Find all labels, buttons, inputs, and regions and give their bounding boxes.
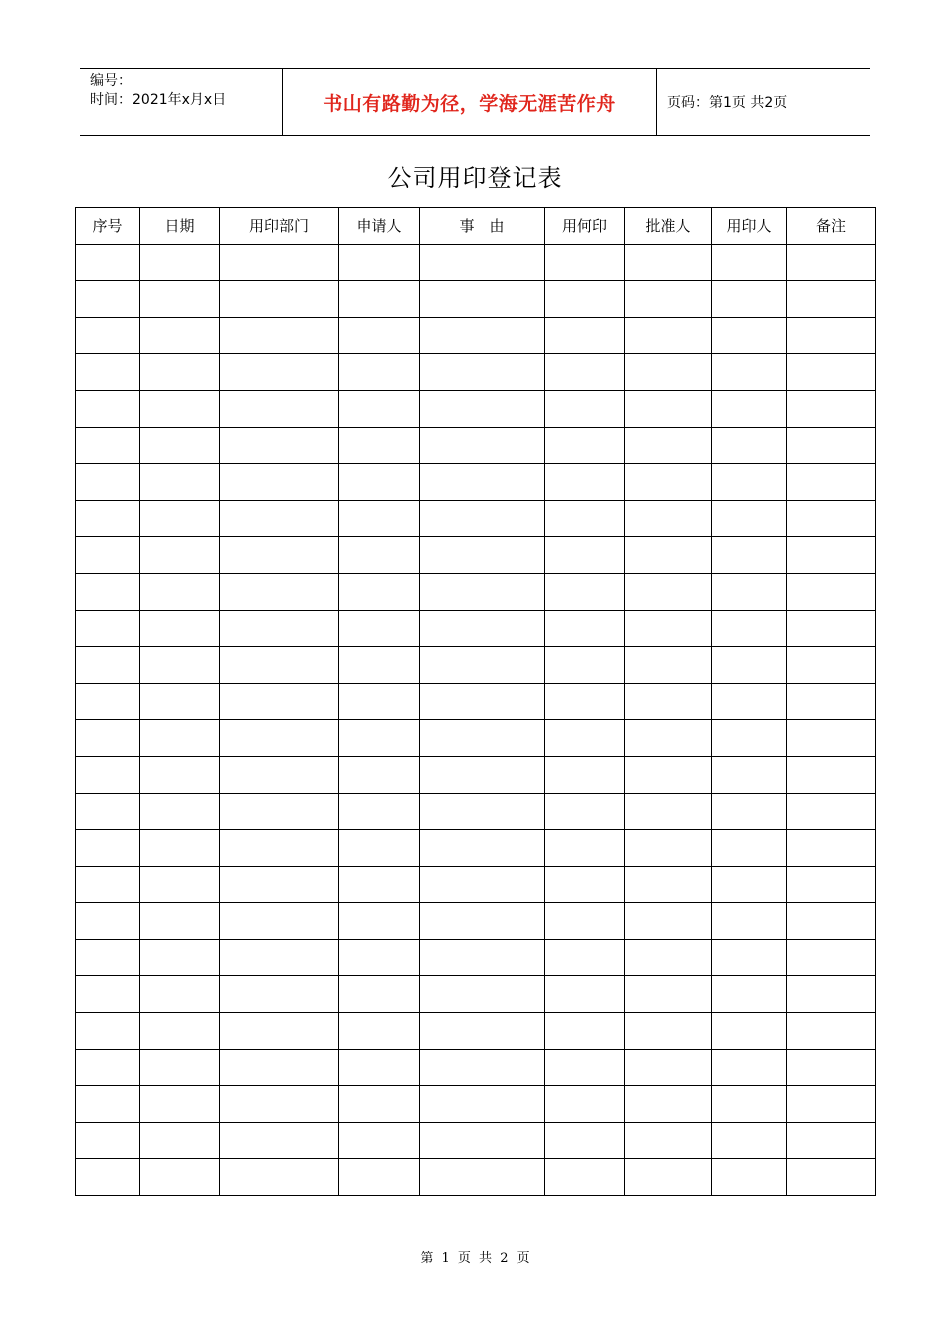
table-cell[interactable] bbox=[339, 537, 420, 574]
table-cell[interactable] bbox=[140, 537, 220, 574]
table-cell[interactable] bbox=[625, 464, 712, 501]
table-row bbox=[76, 500, 876, 537]
number-label: 编号： bbox=[90, 73, 132, 89]
table-cell[interactable] bbox=[625, 317, 712, 354]
table-cell[interactable] bbox=[712, 756, 787, 793]
table-cell[interactable] bbox=[545, 793, 625, 830]
table-cell[interactable] bbox=[76, 1086, 140, 1123]
page-header bbox=[80, 68, 870, 136]
table-cell[interactable] bbox=[76, 939, 140, 976]
table-cell[interactable] bbox=[787, 354, 876, 391]
table-cell[interactable] bbox=[220, 537, 339, 574]
table-cell[interactable] bbox=[787, 683, 876, 720]
table-cell[interactable] bbox=[787, 464, 876, 501]
table-cell[interactable] bbox=[712, 939, 787, 976]
table-cell[interactable] bbox=[420, 427, 545, 464]
table-cell[interactable] bbox=[625, 1013, 712, 1050]
table-cell[interactable] bbox=[712, 866, 787, 903]
table-cell[interactable] bbox=[787, 1086, 876, 1123]
table-cell[interactable] bbox=[420, 903, 545, 940]
table-cell[interactable] bbox=[76, 683, 140, 720]
table-row bbox=[76, 1049, 876, 1086]
table-cell[interactable] bbox=[220, 903, 339, 940]
table-cell[interactable] bbox=[787, 610, 876, 647]
table-cell[interactable] bbox=[339, 866, 420, 903]
table-cell[interactable] bbox=[625, 756, 712, 793]
table-cell[interactable] bbox=[712, 903, 787, 940]
table-cell[interactable] bbox=[339, 903, 420, 940]
table-cell[interactable] bbox=[220, 1049, 339, 1086]
table-row bbox=[76, 720, 876, 757]
table-cell[interactable] bbox=[787, 720, 876, 757]
table-row bbox=[76, 281, 876, 318]
col-header-sealer: 用印人 bbox=[712, 208, 787, 245]
table-cell[interactable] bbox=[339, 317, 420, 354]
table-cell[interactable] bbox=[140, 1086, 220, 1123]
table-cell[interactable] bbox=[545, 647, 625, 684]
table-cell[interactable] bbox=[545, 427, 625, 464]
table-cell[interactable] bbox=[420, 1013, 545, 1050]
table-cell[interactable] bbox=[140, 390, 220, 427]
table-cell[interactable] bbox=[220, 1086, 339, 1123]
table-cell[interactable] bbox=[545, 1159, 625, 1196]
table-cell[interactable] bbox=[76, 1122, 140, 1159]
table-cell[interactable] bbox=[712, 683, 787, 720]
table-cell[interactable] bbox=[140, 500, 220, 537]
table-cell[interactable] bbox=[420, 976, 545, 1013]
table-cell[interactable] bbox=[625, 1049, 712, 1086]
table-cell[interactable] bbox=[220, 610, 339, 647]
table-cell[interactable] bbox=[220, 793, 339, 830]
table-cell[interactable] bbox=[545, 903, 625, 940]
table-row bbox=[76, 427, 876, 464]
table-cell[interactable] bbox=[220, 573, 339, 610]
table-cell[interactable] bbox=[625, 537, 712, 574]
table-cell[interactable] bbox=[140, 830, 220, 867]
table-cell[interactable] bbox=[625, 647, 712, 684]
table-cell[interactable] bbox=[220, 756, 339, 793]
table-cell[interactable] bbox=[76, 573, 140, 610]
col-header-department: 用印部门 bbox=[220, 208, 339, 245]
table-cell[interactable] bbox=[339, 793, 420, 830]
table-cell[interactable] bbox=[140, 317, 220, 354]
table-row bbox=[76, 610, 876, 647]
table-cell[interactable] bbox=[420, 939, 545, 976]
table-cell[interactable] bbox=[220, 683, 339, 720]
table-cell[interactable] bbox=[625, 1122, 712, 1159]
table-cell[interactable] bbox=[625, 903, 712, 940]
table-cell[interactable] bbox=[787, 573, 876, 610]
table-cell[interactable] bbox=[339, 683, 420, 720]
table-cell[interactable] bbox=[76, 756, 140, 793]
table-cell[interactable] bbox=[420, 683, 545, 720]
table-cell[interactable] bbox=[712, 573, 787, 610]
table-cell[interactable] bbox=[140, 427, 220, 464]
table-cell[interactable] bbox=[140, 720, 220, 757]
table-row bbox=[76, 464, 876, 501]
table-cell[interactable] bbox=[339, 830, 420, 867]
table-cell[interactable] bbox=[787, 866, 876, 903]
table-cell[interactable] bbox=[712, 464, 787, 501]
table-cell[interactable] bbox=[625, 354, 712, 391]
table-cell[interactable] bbox=[545, 976, 625, 1013]
table-cell[interactable] bbox=[220, 1013, 339, 1050]
table-cell[interactable] bbox=[76, 464, 140, 501]
table-cell[interactable] bbox=[339, 427, 420, 464]
table-cell[interactable] bbox=[712, 793, 787, 830]
table-row bbox=[76, 573, 876, 610]
table-cell[interactable] bbox=[625, 1086, 712, 1123]
table-row bbox=[76, 537, 876, 574]
table-row bbox=[76, 647, 876, 684]
table-cell[interactable] bbox=[545, 281, 625, 318]
table-cell[interactable] bbox=[420, 390, 545, 427]
table-cell[interactable] bbox=[787, 427, 876, 464]
table-cell[interactable] bbox=[712, 610, 787, 647]
header-page-info: 页码：第1页 共2页 bbox=[667, 95, 788, 111]
table-cell[interactable] bbox=[625, 244, 712, 281]
table-cell[interactable] bbox=[787, 830, 876, 867]
table-header-row bbox=[76, 208, 876, 245]
table-cell[interactable] bbox=[625, 573, 712, 610]
header-meta bbox=[80, 69, 282, 135]
table-cell[interactable] bbox=[625, 793, 712, 830]
table-cell[interactable] bbox=[545, 244, 625, 281]
table-cell[interactable] bbox=[712, 354, 787, 391]
table-cell[interactable] bbox=[787, 756, 876, 793]
table-cell[interactable] bbox=[625, 866, 712, 903]
table-cell[interactable] bbox=[787, 537, 876, 574]
col-header-remarks: 备注 bbox=[787, 208, 876, 245]
table-cell[interactable] bbox=[545, 720, 625, 757]
table-cell[interactable] bbox=[625, 390, 712, 427]
table-cell[interactable] bbox=[76, 610, 140, 647]
table-cell[interactable] bbox=[220, 866, 339, 903]
table-cell[interactable] bbox=[787, 1122, 876, 1159]
table-row bbox=[76, 756, 876, 793]
table-cell[interactable] bbox=[712, 1049, 787, 1086]
table-cell[interactable] bbox=[787, 281, 876, 318]
table-cell[interactable] bbox=[76, 1049, 140, 1086]
table-row bbox=[76, 903, 876, 940]
table-cell[interactable] bbox=[787, 793, 876, 830]
table-cell[interactable] bbox=[220, 1122, 339, 1159]
table-cell[interactable] bbox=[76, 866, 140, 903]
table-cell[interactable] bbox=[712, 976, 787, 1013]
table-cell[interactable] bbox=[420, 1049, 545, 1086]
table-cell[interactable] bbox=[220, 354, 339, 391]
table-cell[interactable] bbox=[76, 976, 140, 1013]
table-row bbox=[76, 390, 876, 427]
table-cell[interactable] bbox=[220, 976, 339, 1013]
table-cell[interactable] bbox=[625, 720, 712, 757]
table-cell[interactable] bbox=[76, 903, 140, 940]
table-cell[interactable] bbox=[787, 1013, 876, 1050]
table-cell[interactable] bbox=[76, 830, 140, 867]
table-row bbox=[76, 1122, 876, 1159]
table-cell[interactable] bbox=[339, 244, 420, 281]
table-cell[interactable] bbox=[140, 354, 220, 391]
table-cell[interactable] bbox=[339, 976, 420, 1013]
table-cell[interactable] bbox=[545, 573, 625, 610]
table-row bbox=[76, 866, 876, 903]
table-cell[interactable] bbox=[339, 1086, 420, 1123]
table-cell[interactable] bbox=[76, 317, 140, 354]
table-cell[interactable] bbox=[420, 317, 545, 354]
table-cell[interactable] bbox=[712, 1122, 787, 1159]
page-footer: 第 1 页 共 2 页 bbox=[420, 1251, 530, 1266]
table-cell[interactable] bbox=[140, 903, 220, 940]
table-cell[interactable] bbox=[420, 537, 545, 574]
table-cell[interactable] bbox=[140, 683, 220, 720]
table-cell[interactable] bbox=[76, 427, 140, 464]
table-cell[interactable] bbox=[220, 464, 339, 501]
col-header-seal-type: 用何印 bbox=[545, 208, 625, 245]
table-cell[interactable] bbox=[545, 830, 625, 867]
table-cell[interactable] bbox=[420, 354, 545, 391]
table-cell[interactable] bbox=[339, 1159, 420, 1196]
table-cell[interactable] bbox=[140, 866, 220, 903]
table-cell[interactable] bbox=[220, 244, 339, 281]
seal-register-table bbox=[75, 207, 876, 1196]
table-cell[interactable] bbox=[220, 830, 339, 867]
table-cell[interactable] bbox=[339, 390, 420, 427]
table-cell[interactable] bbox=[339, 464, 420, 501]
table-cell[interactable] bbox=[76, 390, 140, 427]
table-cell[interactable] bbox=[545, 317, 625, 354]
table-cell[interactable] bbox=[420, 830, 545, 867]
table-cell[interactable] bbox=[545, 1122, 625, 1159]
time-label: 时间：2021年x月x日 bbox=[90, 92, 227, 108]
table-cell[interactable] bbox=[140, 939, 220, 976]
table-cell[interactable] bbox=[140, 1013, 220, 1050]
table-cell[interactable] bbox=[787, 1049, 876, 1086]
table-cell[interactable] bbox=[339, 573, 420, 610]
table-cell[interactable] bbox=[339, 647, 420, 684]
table-cell[interactable] bbox=[420, 244, 545, 281]
table-row bbox=[76, 1013, 876, 1050]
table-cell[interactable] bbox=[140, 281, 220, 318]
table-cell[interactable] bbox=[545, 1049, 625, 1086]
table-cell[interactable] bbox=[787, 903, 876, 940]
table-cell[interactable] bbox=[545, 683, 625, 720]
table-cell[interactable] bbox=[712, 647, 787, 684]
col-header-date: 日期 bbox=[140, 208, 220, 245]
table-row bbox=[76, 939, 876, 976]
table-cell[interactable] bbox=[787, 976, 876, 1013]
table-cell[interactable] bbox=[76, 537, 140, 574]
table-cell[interactable] bbox=[140, 244, 220, 281]
table-cell[interactable] bbox=[420, 647, 545, 684]
col-header-approver: 批准人 bbox=[625, 208, 712, 245]
table-cell[interactable] bbox=[712, 390, 787, 427]
table-cell[interactable] bbox=[140, 1122, 220, 1159]
table-cell[interactable] bbox=[339, 1122, 420, 1159]
table-cell[interactable] bbox=[220, 317, 339, 354]
table-cell[interactable] bbox=[220, 390, 339, 427]
table-cell[interactable] bbox=[140, 610, 220, 647]
table-row bbox=[76, 317, 876, 354]
table-cell[interactable] bbox=[420, 281, 545, 318]
table-cell[interactable] bbox=[339, 1049, 420, 1086]
table-cell[interactable] bbox=[339, 1013, 420, 1050]
table-cell[interactable] bbox=[420, 1122, 545, 1159]
table-cell[interactable] bbox=[140, 1049, 220, 1086]
table-cell[interactable] bbox=[76, 244, 140, 281]
table-cell[interactable] bbox=[712, 281, 787, 318]
table-cell[interactable] bbox=[220, 939, 339, 976]
table-cell[interactable] bbox=[787, 317, 876, 354]
table-row bbox=[76, 976, 876, 1013]
table-row bbox=[76, 354, 876, 391]
table-cell[interactable] bbox=[420, 500, 545, 537]
table-cell[interactable] bbox=[420, 793, 545, 830]
table-cell[interactable] bbox=[420, 1086, 545, 1123]
table-cell[interactable] bbox=[625, 427, 712, 464]
table-cell[interactable] bbox=[712, 537, 787, 574]
table-cell[interactable] bbox=[220, 1159, 339, 1196]
col-header-serial: 序号 bbox=[76, 208, 140, 245]
table-cell[interactable] bbox=[625, 1159, 712, 1196]
table-row bbox=[76, 1086, 876, 1123]
table-cell[interactable] bbox=[712, 244, 787, 281]
table-cell[interactable] bbox=[545, 1013, 625, 1050]
table-cell[interactable] bbox=[787, 1159, 876, 1196]
table-cell[interactable] bbox=[339, 354, 420, 391]
table-cell[interactable] bbox=[220, 427, 339, 464]
table-cell[interactable] bbox=[420, 610, 545, 647]
table-cell[interactable] bbox=[140, 464, 220, 501]
table-cell[interactable] bbox=[787, 939, 876, 976]
table-body bbox=[76, 244, 876, 1195]
table-cell[interactable] bbox=[625, 281, 712, 318]
table-cell[interactable] bbox=[712, 1159, 787, 1196]
table-cell[interactable] bbox=[220, 281, 339, 318]
table-cell[interactable] bbox=[420, 1159, 545, 1196]
table-cell[interactable] bbox=[712, 500, 787, 537]
table-cell[interactable] bbox=[545, 866, 625, 903]
col-header-reason: 事 由 bbox=[420, 208, 545, 245]
table-cell[interactable] bbox=[140, 647, 220, 684]
table-cell[interactable] bbox=[339, 281, 420, 318]
table-cell[interactable] bbox=[712, 720, 787, 757]
table-cell[interactable] bbox=[140, 976, 220, 1013]
table-cell[interactable] bbox=[76, 720, 140, 757]
table-cell[interactable] bbox=[625, 683, 712, 720]
table-cell[interactable] bbox=[140, 793, 220, 830]
table-cell[interactable] bbox=[140, 573, 220, 610]
table-cell[interactable] bbox=[545, 537, 625, 574]
header-motto: 书山有路勤为径，学海无涯苦作舟 bbox=[282, 69, 657, 135]
table-cell[interactable] bbox=[420, 756, 545, 793]
table-cell[interactable] bbox=[545, 354, 625, 391]
table-cell[interactable] bbox=[339, 756, 420, 793]
table-cell[interactable] bbox=[140, 1159, 220, 1196]
table-cell[interactable] bbox=[712, 830, 787, 867]
table-cell[interactable] bbox=[420, 464, 545, 501]
table-cell[interactable] bbox=[420, 573, 545, 610]
table-row bbox=[76, 683, 876, 720]
table-cell[interactable] bbox=[712, 427, 787, 464]
table-cell[interactable] bbox=[76, 1159, 140, 1196]
col-header-applicant: 申请人 bbox=[339, 208, 420, 245]
table-cell[interactable] bbox=[625, 610, 712, 647]
table-row bbox=[76, 1159, 876, 1196]
table-row bbox=[76, 244, 876, 281]
table-cell[interactable] bbox=[545, 756, 625, 793]
table-cell[interactable] bbox=[787, 244, 876, 281]
table-cell[interactable] bbox=[625, 500, 712, 537]
table-cell[interactable] bbox=[787, 390, 876, 427]
table-cell[interactable] bbox=[76, 647, 140, 684]
table-cell[interactable] bbox=[420, 720, 545, 757]
table-row bbox=[76, 793, 876, 830]
table-cell[interactable] bbox=[545, 500, 625, 537]
table-cell[interactable] bbox=[712, 1013, 787, 1050]
table-cell[interactable] bbox=[625, 976, 712, 1013]
table-row bbox=[76, 830, 876, 867]
table-cell[interactable] bbox=[787, 647, 876, 684]
form-title: 公司用印登记表 bbox=[387, 164, 563, 192]
table-cell[interactable] bbox=[420, 866, 545, 903]
table-cell[interactable] bbox=[76, 354, 140, 391]
table-cell[interactable] bbox=[545, 939, 625, 976]
table-cell[interactable] bbox=[339, 500, 420, 537]
table-cell[interactable] bbox=[545, 1086, 625, 1123]
table-cell[interactable] bbox=[545, 464, 625, 501]
table-cell[interactable] bbox=[76, 500, 140, 537]
table-cell[interactable] bbox=[625, 939, 712, 976]
table-cell[interactable] bbox=[220, 720, 339, 757]
table-cell[interactable] bbox=[220, 500, 339, 537]
table-cell[interactable] bbox=[339, 939, 420, 976]
table-cell[interactable] bbox=[625, 830, 712, 867]
table-cell[interactable] bbox=[140, 756, 220, 793]
table-cell[interactable] bbox=[545, 390, 625, 427]
table-cell[interactable] bbox=[545, 610, 625, 647]
table-cell[interactable] bbox=[712, 317, 787, 354]
table-cell[interactable] bbox=[76, 281, 140, 318]
table-cell[interactable] bbox=[787, 500, 876, 537]
table-cell[interactable] bbox=[220, 647, 339, 684]
table-cell[interactable] bbox=[76, 793, 140, 830]
table-cell[interactable] bbox=[339, 720, 420, 757]
table-cell[interactable] bbox=[76, 1013, 140, 1050]
table-cell[interactable] bbox=[712, 1086, 787, 1123]
table-cell[interactable] bbox=[339, 610, 420, 647]
